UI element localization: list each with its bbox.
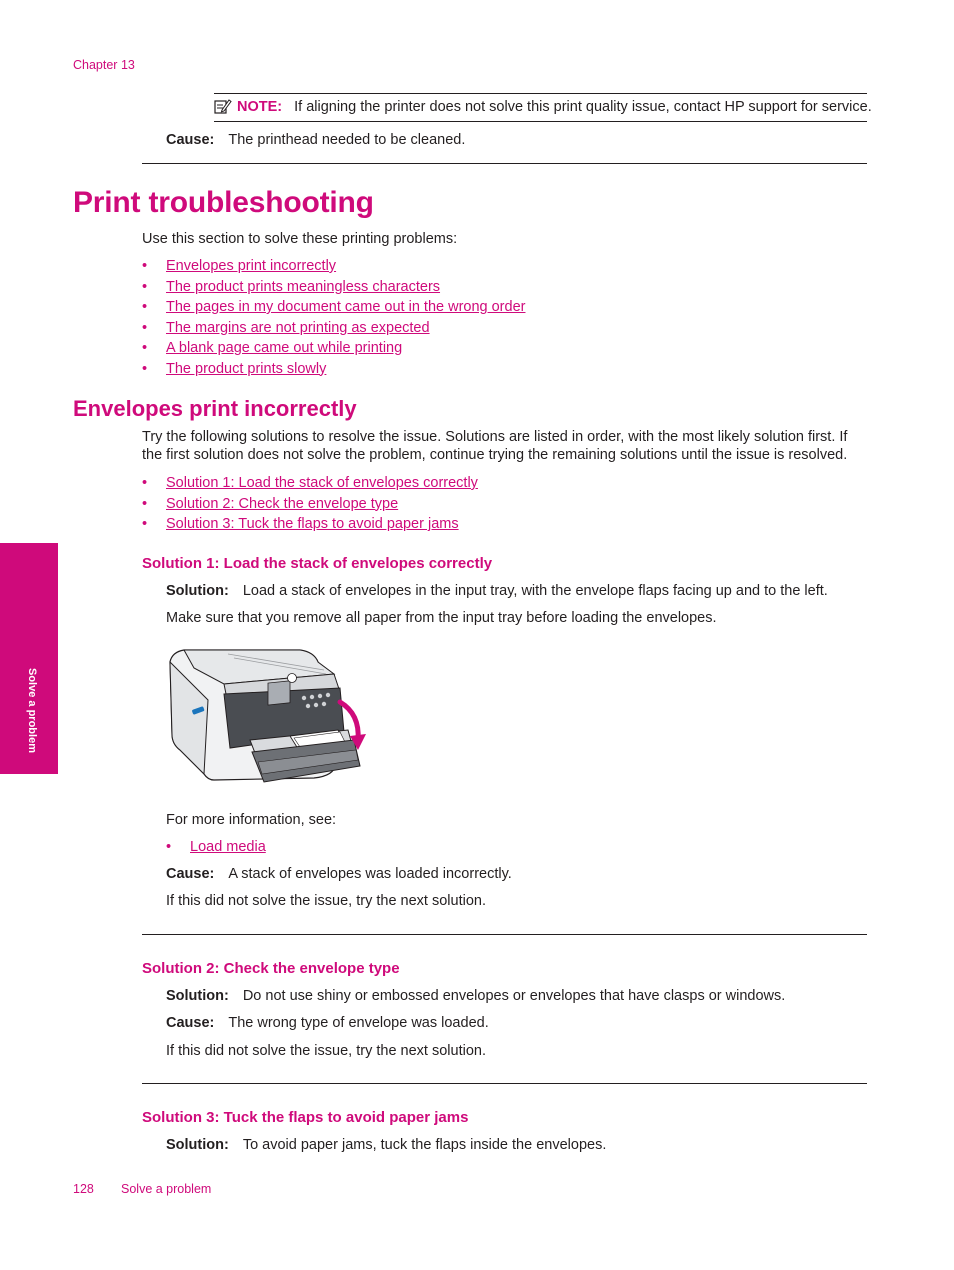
solution-label: Solution: xyxy=(166,1137,229,1153)
solution2-heading: Solution 2: Check the envelope type xyxy=(142,960,400,977)
note-icon xyxy=(214,98,232,114)
cause-top xyxy=(166,132,465,148)
solution1-cause xyxy=(166,866,512,882)
list-item xyxy=(142,475,478,496)
note-bottom-rule xyxy=(214,121,867,122)
solution3-heading: Solution 3: Tuck the flaps to avoid paper jams xyxy=(142,1109,469,1126)
more-info-list xyxy=(166,839,266,860)
note-top-rule xyxy=(214,93,867,94)
side-tab-label: Solve a problem xyxy=(26,668,38,753)
cause-label: Cause: xyxy=(166,132,215,148)
link-wrong-order[interactable]: The pages in my document came out in the wrong order xyxy=(166,299,526,315)
bullet: • xyxy=(142,299,148,315)
solution-text: To avoid paper jams, tuck the flaps inside the envelopes. xyxy=(242,1137,607,1153)
bullet: • xyxy=(166,839,172,855)
solution-label: Solution: xyxy=(166,583,229,599)
link-solution-1[interactable]: Solution 1: Load the stack of envelopes correctly xyxy=(166,475,478,491)
cause-label: Cause: xyxy=(166,866,215,882)
solution3-solution xyxy=(166,1137,606,1153)
solution-text: Do not use shiny or embossed envelopes or envelopes that have clasps or windows. xyxy=(242,988,786,1004)
page-title: Print troubleshooting xyxy=(73,186,374,219)
note-label: NOTE: xyxy=(237,99,283,115)
solution-label: Solution: xyxy=(166,988,229,1004)
list-item xyxy=(142,340,525,361)
solution-text: Load a stack of envelopes in the input tray, with the envelope flaps facing up and to the left. xyxy=(242,583,828,599)
bullet: • xyxy=(142,475,148,491)
section-intro: Use this section to solve these printing problems: xyxy=(142,231,458,247)
bullet: • xyxy=(142,516,148,532)
note xyxy=(237,99,872,115)
list-item xyxy=(142,361,525,382)
link-solution-2[interactable]: Solution 2: Check the envelope type xyxy=(166,495,399,512)
list-item xyxy=(142,496,478,517)
chapter-header: Chapter 13 xyxy=(73,58,135,72)
solution1-next: If this did not solve the issue, try the next solution. xyxy=(166,893,486,909)
envelopes-intro: Try the following solutions to resolve the issue. Solutions are listed in order, with the most likely solution first. If the first solution does not solve the problem, continue trying the remaining solutions until the issue is resolved. xyxy=(142,429,848,463)
printer-illustration xyxy=(164,644,370,790)
link-meaningless-characters[interactable]: The product prints meaningless characters xyxy=(166,278,441,295)
link-envelopes-print-incorrectly[interactable]: Envelopes print incorrectly xyxy=(166,258,337,274)
link-prints-slowly[interactable]: The product prints slowly xyxy=(166,360,327,377)
solution-rule xyxy=(142,934,867,935)
bullet: • xyxy=(142,495,148,512)
solution-links-list xyxy=(142,475,478,537)
link-load-media[interactable]: Load media xyxy=(190,839,266,855)
list-item xyxy=(142,299,525,320)
bullet: • xyxy=(142,319,148,336)
cause-label: Cause: xyxy=(166,1015,215,1031)
solution2-cause xyxy=(166,1015,489,1031)
bullet: • xyxy=(142,360,148,377)
problem-links-list xyxy=(142,258,525,381)
link-solution-3[interactable]: Solution 3: Tuck the flaps to avoid paper jams xyxy=(166,516,459,532)
solution2-next: If this did not solve the issue, try the next solution. xyxy=(166,1043,486,1059)
link-blank-page[interactable]: A blank page came out while printing xyxy=(166,340,403,356)
list-item xyxy=(142,320,525,341)
page-number: 128 xyxy=(73,1182,94,1196)
list-item xyxy=(166,839,266,860)
bullet: • xyxy=(142,258,148,274)
more-info: For more information, see: xyxy=(166,812,337,828)
solution-rule xyxy=(142,1083,867,1084)
note-text: If aligning the printer does not solve this print quality issue, contact HP support for service. xyxy=(294,99,872,115)
solution1-solution xyxy=(166,583,828,599)
cause-text: The printhead needed to be cleaned. xyxy=(228,132,466,148)
solution1-para: Make sure that you remove all paper from the input tray before loading the envelopes. xyxy=(166,610,717,626)
solution2-solution xyxy=(166,988,785,1004)
bullet: • xyxy=(142,340,148,356)
solution1-heading: Solution 1: Load the stack of envelopes correctly xyxy=(142,555,493,572)
list-item xyxy=(142,258,525,279)
list-item xyxy=(142,516,478,537)
cause-text: The wrong type of envelope was loaded. xyxy=(228,1015,489,1031)
list-item xyxy=(142,279,525,300)
envelopes-heading: Envelopes print incorrectly xyxy=(73,396,357,421)
bullet: • xyxy=(142,278,148,295)
footer-section: Solve a problem xyxy=(121,1182,212,1196)
section-rule xyxy=(142,163,867,164)
link-margins[interactable]: The margins are not printing as expected xyxy=(166,319,430,336)
cause-text: A stack of envelopes was loaded incorrectly. xyxy=(228,866,512,882)
